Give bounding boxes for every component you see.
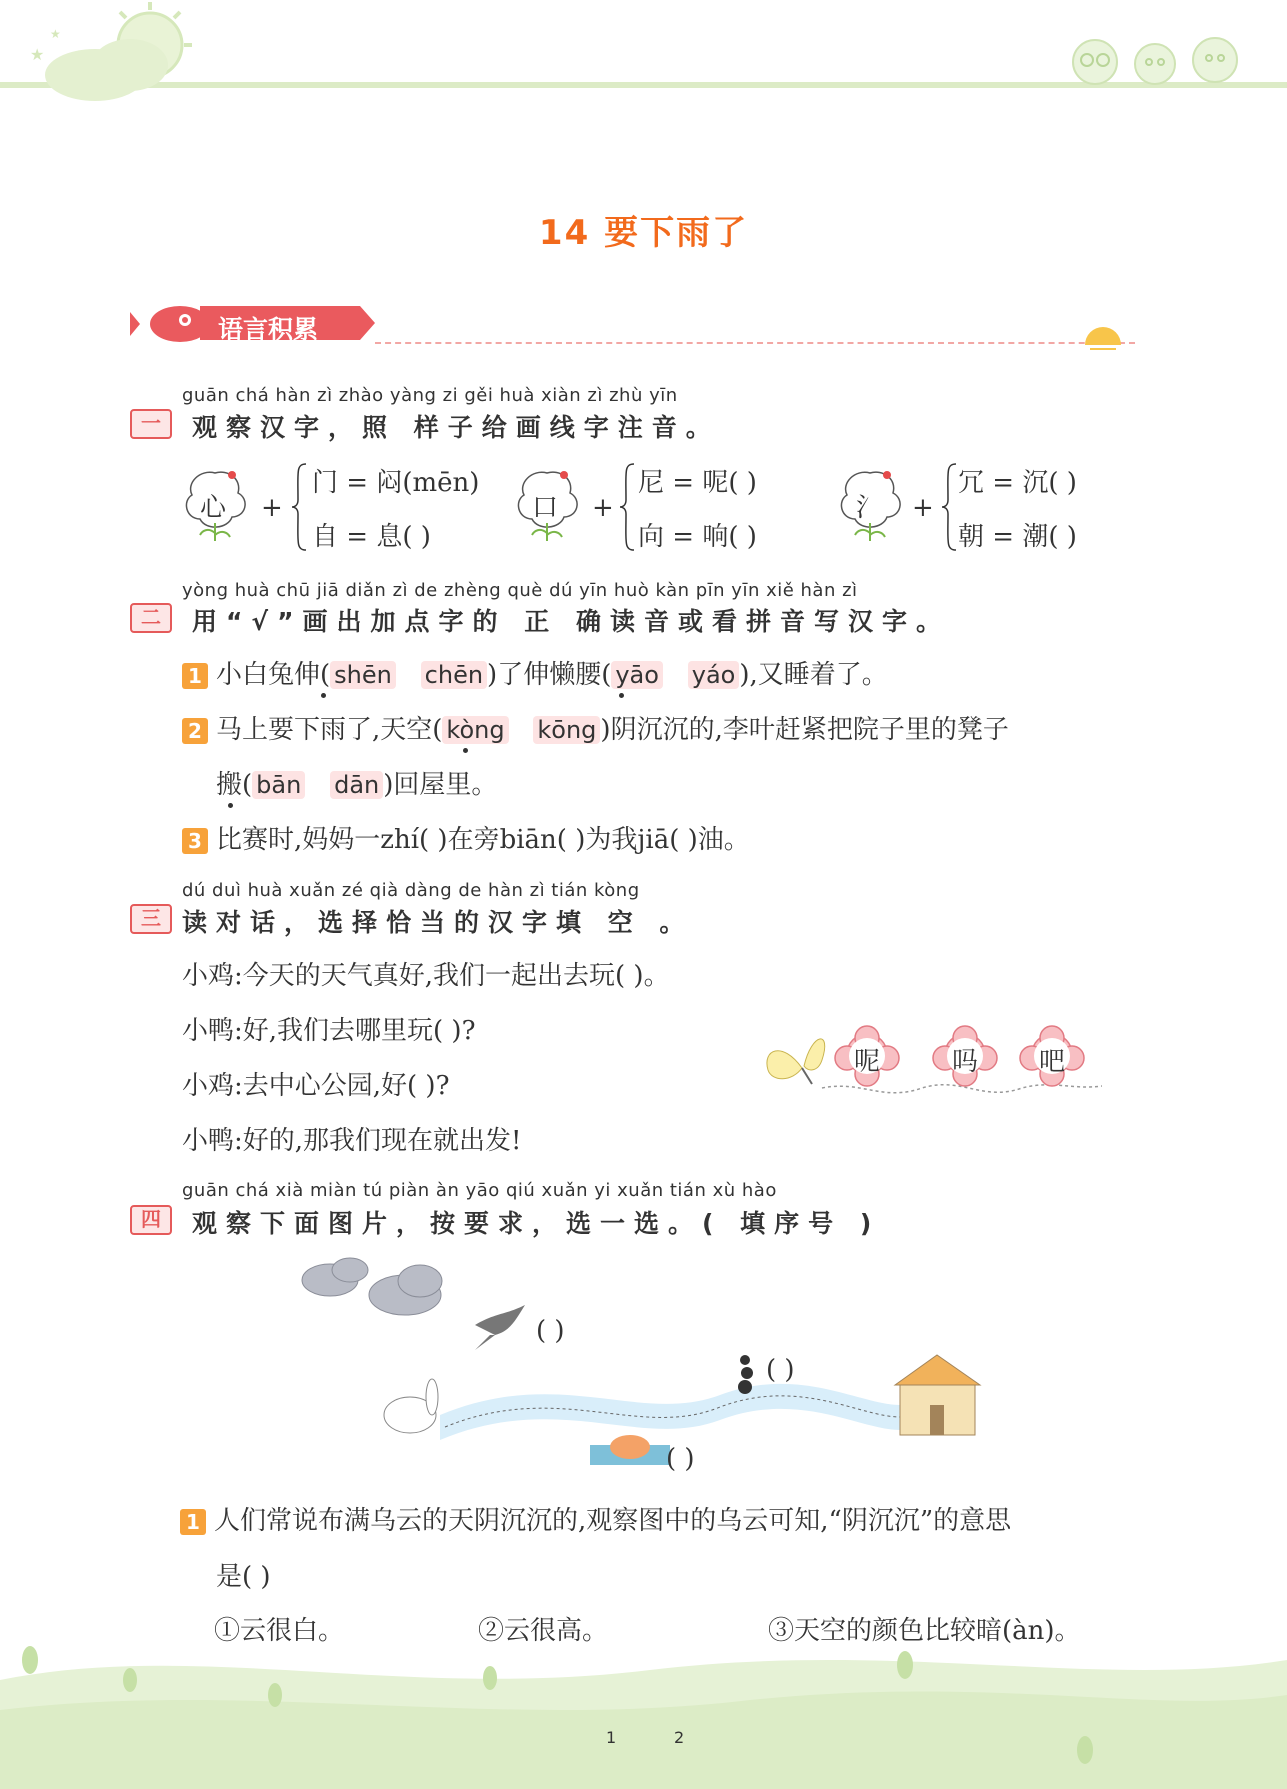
brace-icon [618, 462, 638, 552]
q2-badge: 二 [130, 603, 172, 633]
q2-item-2 [182, 709, 1009, 746]
item-number: 1 [180, 1509, 206, 1535]
q1-group1-top: 门 = 闷(mēn) [312, 468, 480, 498]
item-text: 马上要下雨了,天空( [216, 715, 443, 745]
fish-icon [590, 1435, 670, 1465]
q4-badge: 四 [130, 1205, 172, 1235]
q2-item-1 [182, 654, 888, 691]
house-icon [895, 1355, 980, 1435]
choice-1[interactable]: ①云很白。 [214, 1616, 345, 1646]
choice-2[interactable]: ②云很高。 [478, 1616, 609, 1646]
pinyin-option[interactable]: shēn [330, 661, 396, 689]
page-number-right: 2 [674, 1728, 685, 1747]
swallow-icon [475, 1305, 525, 1350]
pinyin-option[interactable]: bān [252, 771, 305, 799]
q4-item-1-answer[interactable]: 是( ) [216, 1562, 271, 1592]
q1-group3-bottom[interactable]: 朝 = 潮( ) [958, 522, 1077, 552]
q2-pinyin: yòng huà chū jiā diǎn zì de zhèng què dú yīn huò kàn pīn yīn xiě hàn zì [182, 580, 858, 601]
lesson-title: 14 要下雨了 [538, 213, 749, 253]
pinyin-option[interactable]: kòng [442, 716, 508, 744]
item-text: )阴沉沉的,李叶赶紧把院子里的凳子 [600, 715, 1009, 745]
radical-label: 口 [532, 493, 559, 523]
q4-pinyin: guān chá xià miàn tú piàn àn yāo qiú xuǎn yi xuǎn tián xù hào [182, 1180, 777, 1201]
plus-sign: + [261, 493, 283, 523]
svg-text:★: ★ [30, 45, 45, 64]
pinyin-option[interactable]: yáo [688, 661, 740, 689]
item-text[interactable]: 比赛时,妈妈一zhí( )在旁biān( )为我jiā( )油。 [216, 825, 750, 855]
q1-group3-top[interactable]: 冗 = 沉( ) [958, 468, 1077, 498]
page-number-left: 1 [606, 1728, 617, 1747]
sun-cloud-decoration [0, 0, 220, 110]
footer-landscape [0, 1620, 1287, 1789]
item-text: 小白兔伸( [216, 660, 331, 690]
q3-pinyin: dú duì huà xuǎn zé qià dàng de hàn zì tián kòng [182, 880, 640, 901]
plus-sign: + [592, 493, 614, 523]
item-number: 2 [182, 718, 208, 744]
animal-heads-decoration [1055, 20, 1255, 90]
section-divider [375, 342, 1135, 344]
ant-icon [738, 1355, 753, 1394]
choice-3[interactable]: ③天空的颜色比较暗(àn)。 [768, 1616, 1081, 1646]
rain-scene-illustration [300, 1255, 1000, 1480]
flower-char[interactable]: 吧 [1039, 1047, 1066, 1077]
section-label: 语言积累 [218, 315, 319, 344]
brace-icon [290, 462, 310, 552]
q4-item-1 [180, 1500, 1011, 1537]
q1-group1-bottom[interactable]: 自 = 息( ) [312, 522, 431, 552]
emphasis-dot [463, 748, 468, 753]
dialogue-line[interactable]: 小鸭:好,我们去哪里玩( )? [182, 1016, 476, 1046]
item-number: 3 [182, 828, 208, 854]
item-number: 1 [182, 663, 208, 689]
answer-blank[interactable]: ( ) [666, 1444, 695, 1474]
item-text: ),又睡着了。 [739, 660, 888, 690]
flower-char[interactable]: 吗 [952, 1047, 979, 1077]
plus-sign: + [912, 493, 934, 523]
q2-heading: 用“√”画出加点字的 正 确读音或看拼音写汉字。 [192, 607, 950, 636]
answer-blank[interactable]: ( ) [766, 1355, 795, 1385]
q3-heading: 读对话，选择恰当的汉字填 空 。 [182, 908, 694, 937]
brace-icon [940, 462, 960, 552]
dialogue-line: 小鸭:好的,那我们现在就出发! [182, 1126, 522, 1156]
q4-heading: 观察下面图片，按要求，选一选。( 填序号 ) [192, 1209, 881, 1238]
pinyin-option[interactable]: dān [330, 771, 383, 799]
q1-pinyin: guān chá hàn zì zhào yàng zi gěi huà xiàn zì zhù yīn [182, 385, 678, 406]
radical-label: 心 [200, 493, 227, 523]
q2-item-2-cont [216, 764, 497, 801]
flower-char[interactable]: 呢 [854, 1047, 881, 1077]
emphasis-dot [321, 693, 326, 698]
q2-item-3 [182, 819, 750, 856]
pinyin-option[interactable]: chēn [421, 661, 487, 689]
emphasis-dot [228, 803, 233, 808]
dialogue-line[interactable]: 小鸡:去中心公园,好( )? [182, 1071, 450, 1101]
rabbit-icon [384, 1379, 438, 1433]
dark-cloud-icon [302, 1258, 442, 1315]
q1-heading: 观察汉字，照 样子给画线字注音。 [192, 413, 720, 442]
butterfly-icon [767, 1039, 825, 1084]
q1-group2-bottom[interactable]: 向 = 响( ) [638, 522, 757, 552]
q3-badge: 三 [130, 904, 172, 934]
radical-label: 氵 [856, 493, 883, 523]
item-text: 搬( [216, 770, 253, 800]
pinyin-option[interactable]: yāo [611, 661, 663, 689]
item-text: )回屋里。 [383, 770, 498, 800]
item-text: 人们常说布满乌云的天阴沉沉的,观察图中的乌云可知,“阴沉沉”的意思 [214, 1506, 1012, 1536]
q1-badge: 一 [130, 409, 172, 439]
svg-text:★: ★ [50, 27, 61, 41]
q1-group2-top[interactable]: 尼 = 呢( ) [638, 468, 757, 498]
answer-blank[interactable]: ( ) [536, 1316, 565, 1346]
sunset-icon [1080, 315, 1130, 355]
emphasis-dot [619, 693, 624, 698]
pinyin-option[interactable]: kōng [533, 716, 600, 744]
item-text: )了伸懒腰( [487, 660, 612, 690]
dialogue-line[interactable]: 小鸡:今天的天气真好,我们一起出去玩( )。 [182, 961, 670, 991]
